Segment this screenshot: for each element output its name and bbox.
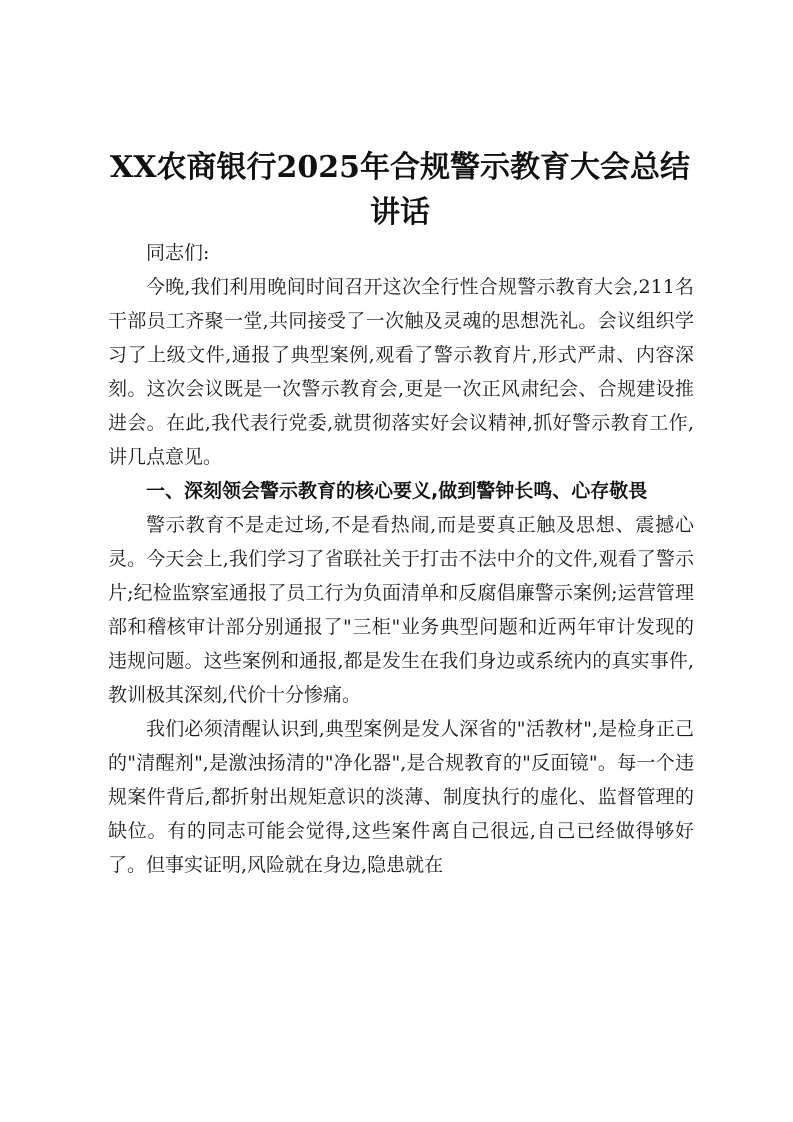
section-heading: 一、深刻领会警示教育的核心要义,做到警钟长鸣、心存敬畏: [146, 480, 648, 502]
document-body: [108, 236, 694, 882]
salutation: 同志们:: [146, 242, 210, 264]
document-title: XX农商银行2025年合规警示教育大会总结讲话: [109, 150, 691, 230]
body-paragraph: 我们必须清醒认识到,典型案例是发人深省的"活教材",是检身正己的"清醒剂",是激浊扬清的"净化器",是合规教育的"反面镜"。每一个违规案件背后,都折射出规矩意识的淡薄、制度执行的虚化、监督管理的缺位。有的同志可能会觉得,这些案件离自己很远,自己已经做得够好了。但事实证明,风险就在身边,隐患就在: [108, 718, 694, 876]
intro-paragraph: 今晚,我们利用晚间时间召开这次全行性合规警示教育大会,211名干部员工齐聚一堂,共同接受了一次触及灵魂的思想洗礼。会议组织学习了上级文件,通报了典型案例,观看了警示教育片,形式严肃、内容深刻。这次会议既是一次警示教育会,更是一次正风肃纪会、合规建设推进会。在此,我代表行党委,就贯彻落实好会议精神,抓好警示教育工作,讲几点意见。: [108, 276, 694, 468]
body-paragraph: 警示教育不是走过场,不是看热闹,而是要真正触及思想、震撼心灵。今天会上,我们学习了省联社关于打击不法中介的文件,观看了警示片;纪检监察室通报了员工行为负面清单和反腐倡廉警示案例;运营管理部和稽核审计部分别通报了"三柜"业务典型问题和近两年审计发现的违规问题。这些案例和通报,都是发生在我们身边或系统内的真实事件,教训极其深刻,代价十分惨痛。: [108, 514, 694, 706]
